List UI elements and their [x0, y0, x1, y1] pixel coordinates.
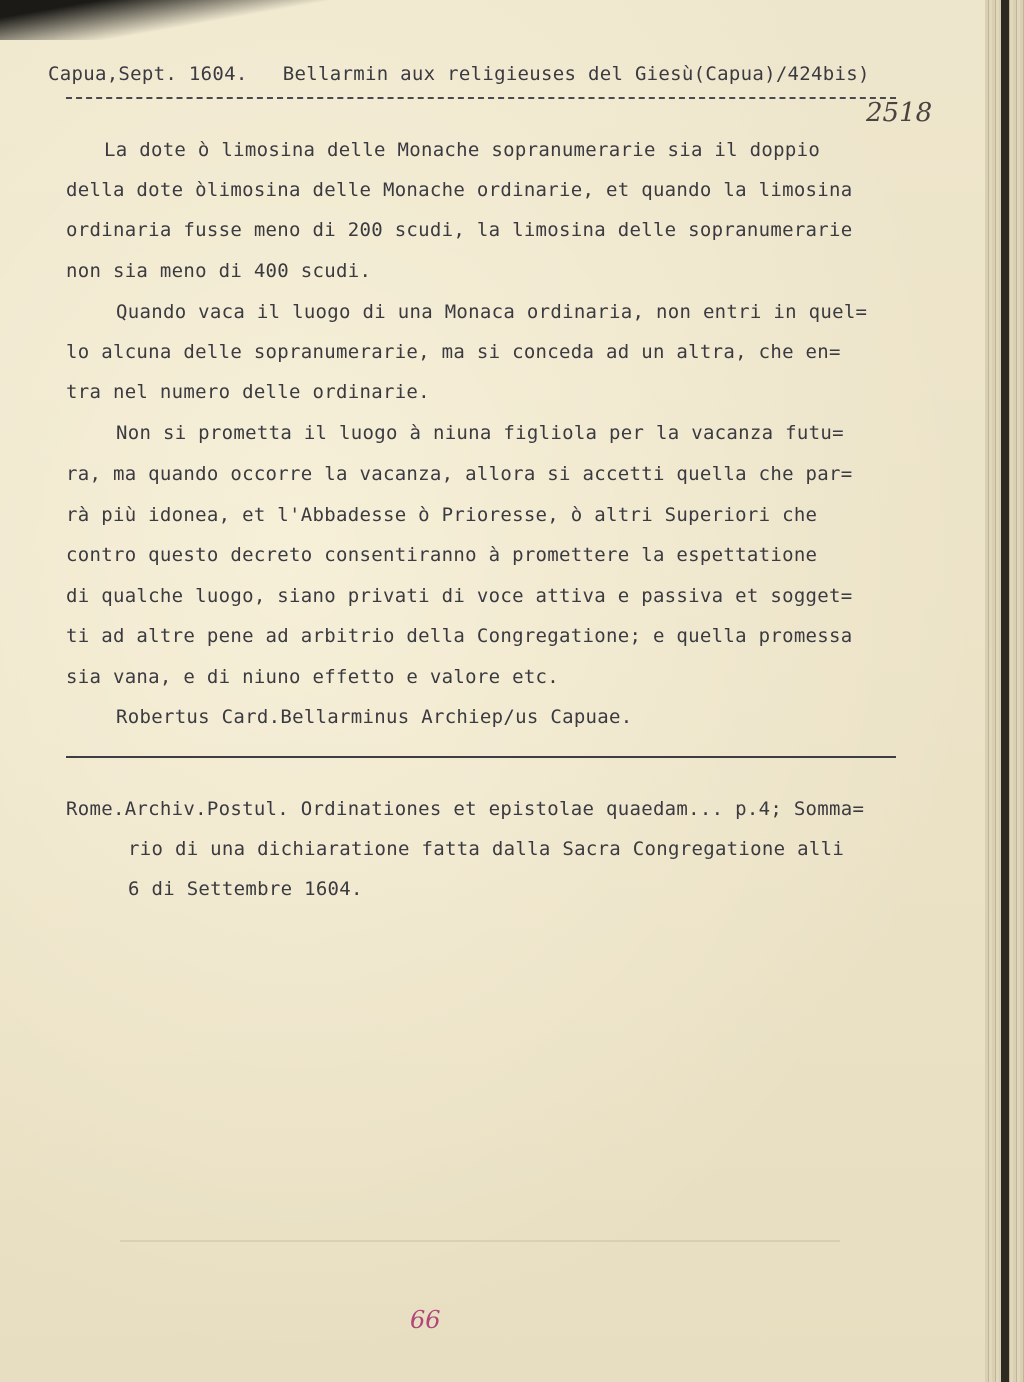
body-line-14: sia vana, e di niuno effetto e valore etc. [66, 666, 560, 688]
body-line-9: ra, ma quando occorre la vacanza, allora si accetti quella che par= [66, 463, 853, 485]
body-line-7: tra nel numero delle ordinarie. [66, 381, 430, 403]
faint-pencil-note [120, 1240, 840, 1242]
header-dashed-rule [66, 97, 896, 99]
source-line-3: 6 di Settembre 1604. [128, 878, 363, 900]
body-line-1: La dote ò limosina delle Monache sopranumerarie sia il doppio [104, 139, 821, 161]
body-line-2: della dote òlimosina delle Monache ordinarie, et quando la limosina [66, 179, 853, 201]
scan-corner-shadow [0, 0, 330, 40]
body-line-12: di qualche luogo, siano privati di voce attiva e passiva et sogget= [66, 585, 853, 607]
body-line-10: rà più idonea, et l'Abbadesse ò Prioresse, ò altri Superiori che [66, 504, 818, 526]
body-line-13: ti ad altre pene ad arbitrio della Congregatione; e quella promessa [66, 625, 853, 647]
signature-line: Robertus Card.Bellarminus Archiep/us Capuae. [116, 706, 633, 728]
body-line-4: non sia meno di 400 scudi. [66, 260, 372, 282]
body-line-5: Quando vaca il luogo di una Monaca ordinaria, non entri in quel= [116, 301, 868, 323]
section-rule [66, 756, 896, 758]
body-line-6: lo alcuna delle sopranumerarie, ma si conceda ad un altra, che en= [66, 341, 841, 363]
binding-shadow [1001, 0, 1009, 1382]
folio-number: 2518 [866, 98, 933, 128]
page-number: 66 [410, 1306, 441, 1334]
source-line-1: Rome.Archiv.Postul. Ordinationes et epistolae quaedam... p.4; Somma= [66, 798, 865, 820]
document-header: Capua,Sept. 1604. Bellarmin aux religieuses del Giesù(Capua)/424bis) [48, 63, 870, 85]
binding-edge [985, 0, 1024, 1382]
body-line-8: Non si prometta il luogo à niuna figliola per la vacanza futu= [116, 422, 844, 444]
body-line-11: contro questo decreto consentiranno à promettere la espettatione [66, 544, 818, 566]
source-line-2: rio di una dichiaratione fatta dalla Sacra Congregatione alli [128, 838, 845, 860]
body-line-3: ordinaria fusse meno di 200 scudi, la limosina delle sopranumerarie [66, 219, 853, 241]
